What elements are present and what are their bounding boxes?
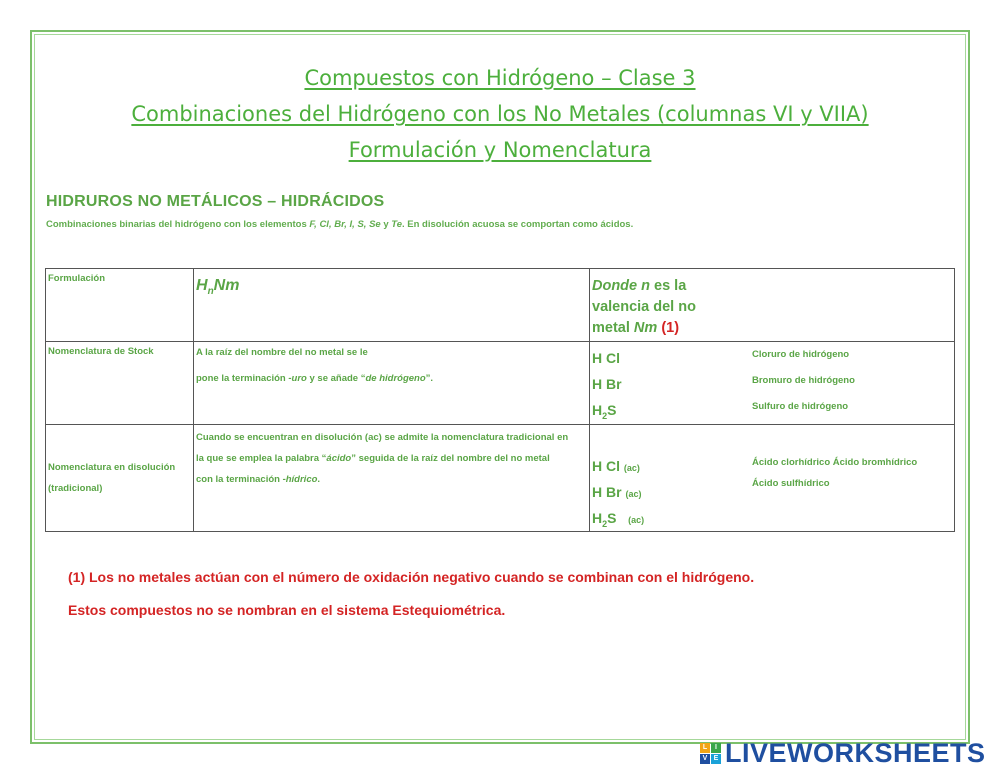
rule-trad-acido: ácido (326, 453, 352, 464)
stock-name-cloruro: Cloruro de hidrógeno (752, 349, 850, 360)
rule-stock-dh: de hidrógeno (365, 373, 426, 384)
donde-text (590, 269, 719, 339)
desc-text: Combinaciones binarias del hidrógeno con los elementos (46, 219, 310, 230)
general-formula (194, 269, 589, 297)
stock-name-sulfuro: Sulfuro de hidrógeno (752, 401, 849, 412)
rule-stock-line-2 (196, 372, 587, 385)
stock-formula-h2s (592, 402, 616, 421)
rule-stock-mid: y se añade “ (306, 373, 366, 384)
trad-hcl: H Cl (592, 458, 620, 474)
stock-name-bromuro: Bromuro de hidrógeno (752, 375, 855, 386)
label-stock: Nomenclatura de Stock (48, 346, 154, 357)
desc-te: Te (391, 219, 402, 230)
table-row-stock (46, 342, 955, 425)
donde-nm: Nm (633, 320, 658, 336)
cell-label-stock (46, 342, 194, 425)
logo-mark-i: I (711, 743, 721, 753)
ac-label-1: (ac) (623, 463, 640, 473)
cell-label-formulacion (46, 269, 194, 342)
label-tradicional-line-2: (tradicional) (48, 483, 103, 494)
desc-y: y (380, 219, 392, 230)
table-row-tradicional (46, 425, 955, 532)
rule-stock-uro: -uro (288, 373, 307, 384)
rule-trad-post: ” seguida de la raíz del nombre del no metal (351, 453, 550, 464)
footnote-1: (1) Los no metales actúan con el número de oxidación negativo cuando se combinan con el hidrógeno. (68, 569, 755, 585)
cell-donde (590, 269, 955, 342)
rule-trad-l3-post: . (317, 474, 321, 485)
label-tradicional-line-1: Nomenclatura en disolución (48, 462, 176, 473)
donde-mid: es la valencia del no metal (592, 278, 696, 336)
liveworksheets-logo (700, 737, 986, 769)
rule-trad-line-1: Cuando se encuentran en disolución (ac) se admite la nomenclatura tradicional en (196, 432, 569, 443)
rule-trad-hidrico: -hídrico (282, 474, 318, 485)
section-heading: HIDRUROS NO METÁLICOS – HIDRÁCIDOS (46, 193, 385, 210)
logo-mark-icon (700, 743, 721, 764)
section-description (46, 219, 633, 230)
cell-general-formula (194, 269, 590, 342)
donde-pre: Donde n (592, 278, 650, 294)
rule-stock-pre: pone la terminación (196, 373, 289, 384)
ac-label-3: (ac) (628, 515, 645, 525)
rule-tradicional (194, 425, 589, 486)
rule-trad-pre: la que se emplea la palabra “ (196, 453, 327, 464)
logo-text: LIVEWORKSHEETS (725, 737, 986, 768)
footnote-2: Estos compuestos no se nombran en el sistema Estequiométrica. (68, 602, 506, 618)
trad-formula-hcl (592, 458, 640, 474)
trad-hbr: H Br (592, 484, 622, 500)
cell-examples-stock (590, 342, 955, 425)
title-block (0, 60, 1000, 168)
examples-stock (590, 342, 954, 424)
trad-h2s-2: 2 (602, 518, 608, 529)
table-row-formulacion (46, 269, 955, 342)
logo-mark-e: E (711, 754, 721, 764)
trad-h2s-h: H (592, 510, 603, 526)
formula-n: n (207, 286, 214, 298)
label-formulacion: Formulación (48, 273, 106, 284)
rule-stock-line-1: A la raíz del nombre del no metal se le (196, 347, 368, 358)
trad-names-line-1: Ácido clorhídrico Ácido bromhídrico (752, 457, 918, 468)
label-tradicional (46, 425, 193, 499)
title-line-3: Formulación y Nomenclatura (348, 138, 652, 162)
cell-rule-stock (194, 342, 590, 425)
logo-mark-l: L (700, 743, 710, 753)
title-line-1: Compuestos con Hidrógeno – Clase 3 (304, 66, 696, 90)
desc-post: . En disolución acuosa se comportan como ácidos. (402, 219, 634, 230)
trad-names-line-2: Ácido sulfhídrico (752, 478, 830, 489)
trad-formula-hbr (592, 484, 641, 500)
ac-label-2: (ac) (625, 489, 642, 499)
donde-ref: (1) (661, 320, 680, 336)
trad-formula-h2s (592, 510, 644, 529)
rule-trad-line-2 (196, 452, 587, 465)
stock-formula-hbr: H Br (592, 376, 622, 392)
rule-trad-l3-pre: con la terminación (196, 474, 283, 485)
cell-examples-tradicional (590, 425, 955, 532)
examples-tradicional (590, 425, 954, 531)
h2s-h: H (592, 402, 603, 418)
logo-mark-v: V (700, 754, 710, 764)
formula-nm: Nm (213, 277, 240, 294)
rule-trad-line-3 (196, 473, 587, 486)
trad-h2s-s: S (607, 510, 617, 526)
h2s-2: 2 (602, 410, 608, 421)
formula-h: H (196, 277, 208, 294)
rule-stock (194, 342, 589, 385)
rule-stock-post: ”. (425, 373, 434, 384)
h2s-s: S (607, 402, 617, 418)
desc-elements: F, Cl, Br, I, S, Se (309, 219, 381, 230)
stock-formula-hcl: H Cl (592, 350, 620, 366)
footnotes (68, 561, 754, 627)
cell-rule-tradicional (194, 425, 590, 532)
cell-label-tradicional (46, 425, 194, 532)
nomenclature-table (45, 268, 955, 532)
title-line-2: Combinaciones del Hidrógeno con los No Metales (columnas VI y VIIA) (131, 102, 869, 126)
